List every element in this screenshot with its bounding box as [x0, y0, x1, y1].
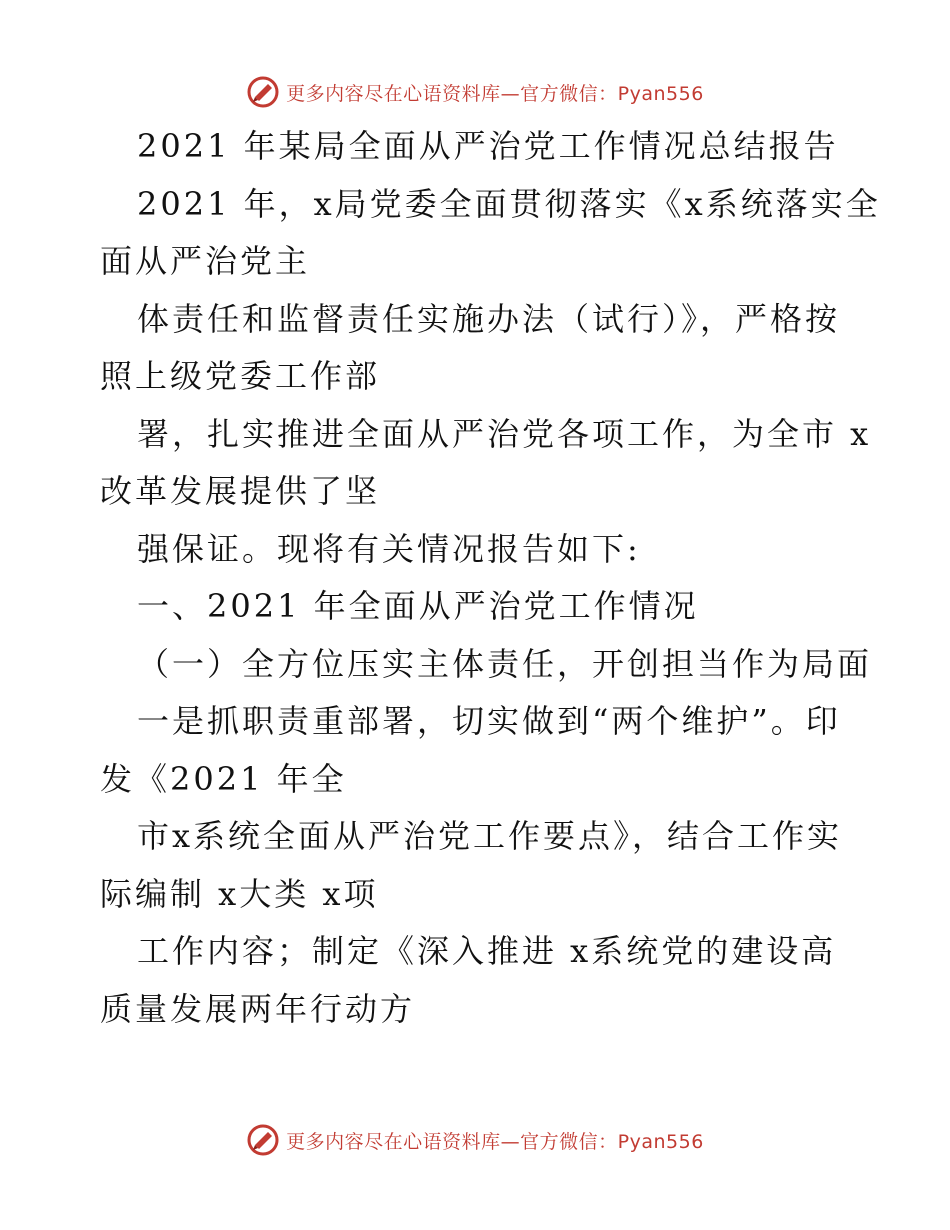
paragraph-line: 际编制 x大类 x项	[100, 874, 379, 913]
paragraph-line: 改革发展提供了坚	[100, 472, 381, 510]
paragraph-line: 署，扎实推进全面从严治党各项工作，为全市 x	[137, 414, 872, 453]
watermark-text: 更多内容尽在心语资料库—官方微信：Pyan556	[286, 82, 704, 105]
paragraph-line: 工作内容；制定《深入推进 x系统党的建设高	[137, 932, 837, 970]
paragraph-line: 强保证。现将有关情况报告如下:	[137, 529, 641, 568]
watermark-header	[0, 72, 950, 112]
paragraph-line: 一是抓职责重部署，切实做到“两个维护”。印	[137, 702, 841, 740]
watermark-footer	[0, 1120, 950, 1160]
paragraph-line: 照上级党委工作部	[100, 357, 381, 395]
paragraph-line: 2021 年，x局党委全面贯彻落实《x系统落实全	[137, 184, 881, 223]
watermark-text: 更多内容尽在心语资料库—官方微信：Pyan556	[286, 1130, 704, 1153]
paragraph-line: （一）全方位压实主体责任，开创担当作为局面	[137, 644, 873, 683]
paragraph-line: 面从严治党主	[100, 242, 311, 280]
pen-circle-icon	[246, 1123, 280, 1157]
document-title: 2021 年某局全面从严治党工作情况总结报告	[137, 127, 839, 165]
paragraph-line: 市x系统全面从严治党工作要点》，结合工作实	[137, 817, 843, 855]
paragraph-line: 体责任和监督责任实施办法（试行）》，严格按	[137, 299, 841, 338]
paragraph-line: 一、2021 年全面从严治党工作情况	[137, 587, 699, 625]
pen-circle-icon	[246, 75, 280, 109]
paragraph-line: 发《2021 年全	[100, 759, 347, 798]
paragraph-line: 质量发展两年行动方	[100, 989, 416, 1028]
